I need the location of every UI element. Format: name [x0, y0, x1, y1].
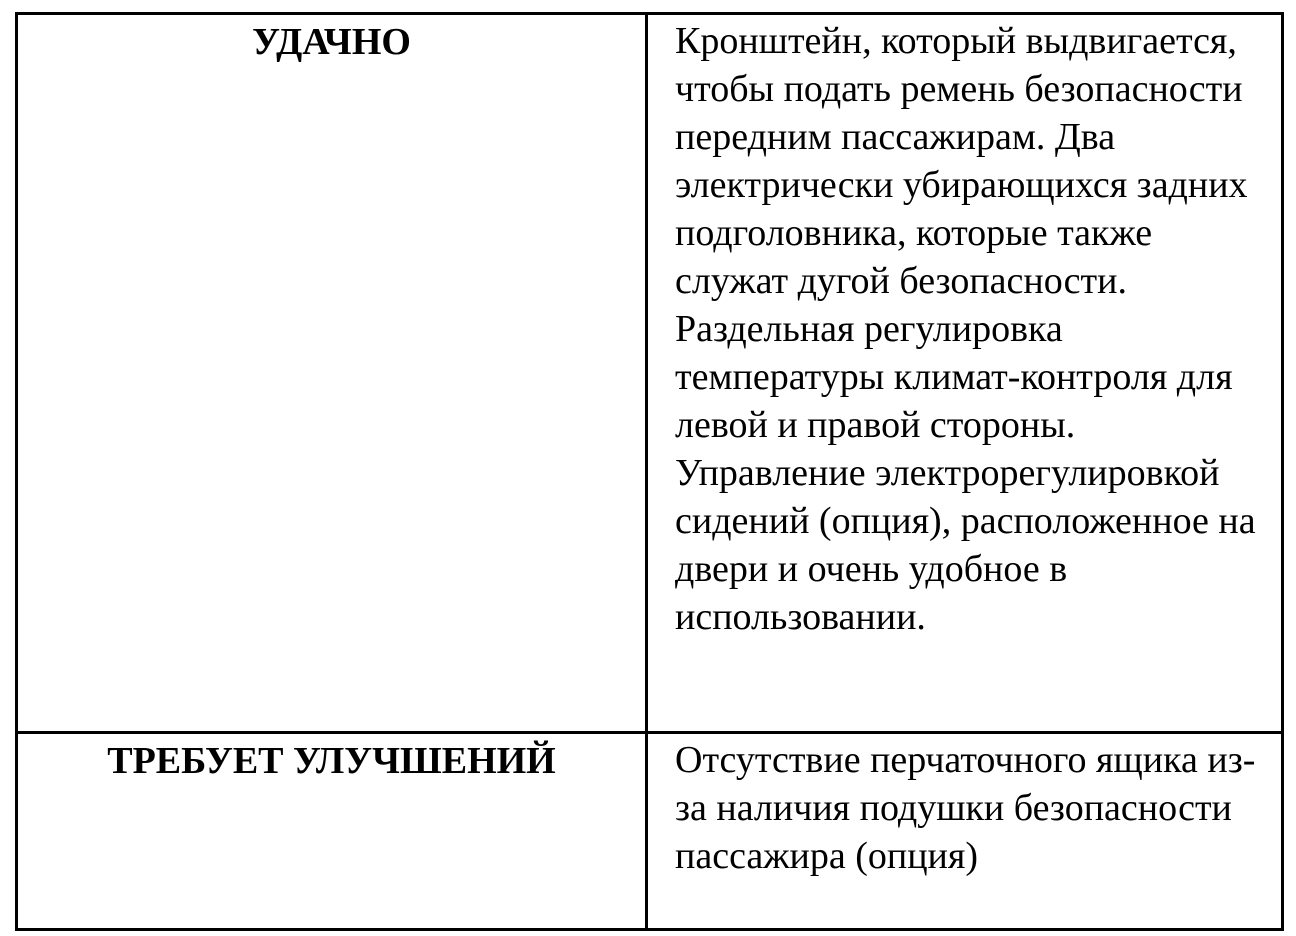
description-paragraph: Раздельная регулировка температуры климат-контроля для левой и правой стороны.	[675, 308, 1233, 446]
row-description-cell	[647, 14, 1283, 733]
row-label-cell	[17, 14, 647, 733]
row-description-cell	[647, 733, 1283, 930]
table-row	[17, 14, 1283, 733]
evaluation-table	[15, 12, 1284, 931]
description-paragraph: Кронштейн, который выдвигается, чтобы подать ремень безопасности передним пассажирам. Два электрически убирающихся задних подголовника, которые также служат дугой безопасности.	[675, 20, 1248, 302]
table-row	[17, 733, 1283, 930]
row-label: УДАЧНО	[252, 21, 411, 63]
row-label-cell	[17, 733, 647, 930]
description-paragraph: Отсутствие перчаточного ящика из-за наличия подушки безопасности пассажира (опция)	[675, 739, 1256, 877]
description-paragraph: Управление электрорегулировкой сидений (опция), расположенное на двери и очень удобное в использовании.	[675, 452, 1256, 638]
row-label: ТРЕБУЕТ УЛУЧШЕНИЙ	[107, 740, 556, 782]
